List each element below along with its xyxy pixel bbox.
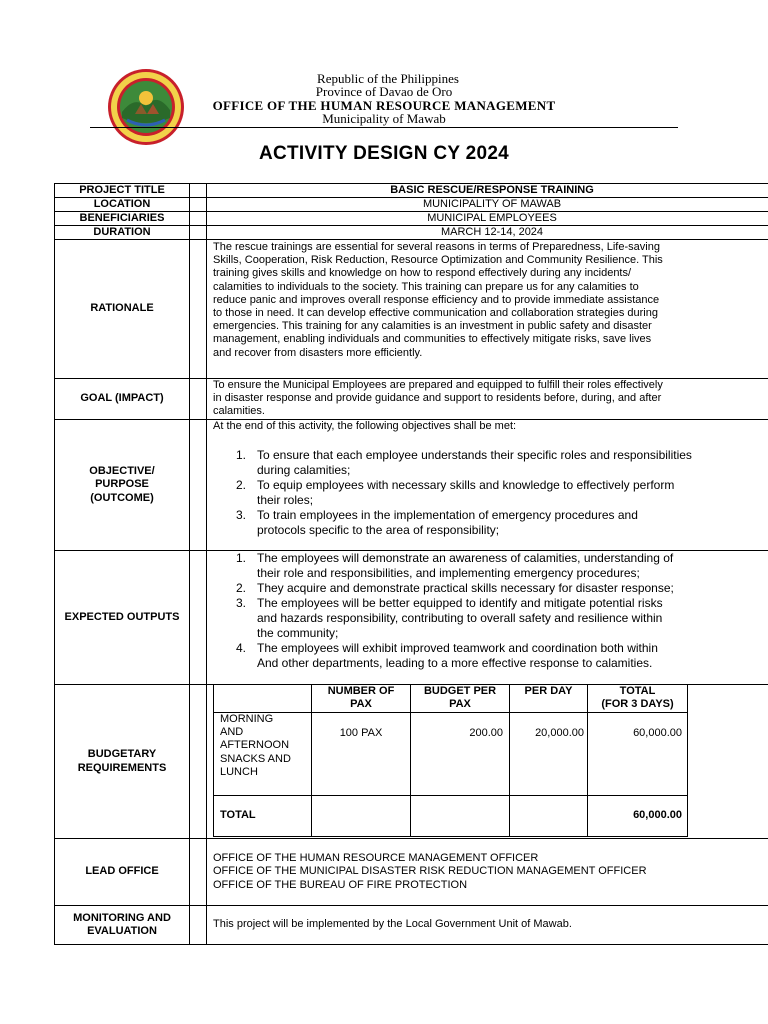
list-line: And other departments, leading to a more effective response to calamities. [257, 656, 653, 670]
header-divider [90, 127, 678, 128]
row-rationale [54, 239, 768, 379]
item-line: AFTERNOON [220, 739, 290, 752]
budget-item-name [220, 713, 310, 779]
objective-intro: At the end of this activity, the following objectives shall be met: [213, 420, 517, 432]
value-location: MUNICIPALITY OF MAWAB [422, 197, 562, 210]
table-border [213, 684, 214, 837]
row-project-title [54, 183, 768, 198]
list-item [213, 478, 768, 508]
header-municipality: Municipality of Mawab [322, 111, 446, 126]
budget-total-label: TOTAL [220, 809, 256, 821]
list-item [213, 641, 768, 671]
row-lead-office [54, 838, 768, 906]
item-line: AND [220, 726, 244, 739]
table-border [509, 684, 510, 837]
value-duration: MARCH 12-14, 2024 [440, 225, 544, 238]
list-item [213, 596, 768, 641]
label-monitoring [55, 906, 190, 944]
header-budget-per-pax [411, 685, 509, 711]
spacer-cell [189, 226, 207, 239]
spacer-cell [189, 420, 207, 550]
rationale-line: Skills, Cooperation, Risk Reduction, Resource Optimization and Community Resilience. This [213, 254, 663, 267]
spacer-cell [189, 240, 207, 378]
label-location: LOCATION [55, 198, 190, 211]
header-office: OFFICE OF THE HUMAN RESOURCE MANAGEMENT [212, 98, 556, 113]
label-monitoring-line: MONITORING AND [73, 911, 171, 924]
row-monitoring [54, 905, 768, 945]
list-number: 3. [236, 596, 247, 610]
spacer-cell [189, 212, 207, 225]
label-goal: GOAL (IMPACT) [55, 379, 190, 419]
list-item [213, 448, 768, 478]
list-line: during calamities; [257, 463, 351, 478]
label-budget [55, 685, 190, 838]
spacer-cell [189, 184, 207, 197]
value-goal [207, 379, 768, 419]
rationale-line: to those in need. It can develop effective communication and collaboration strategies during [213, 307, 658, 320]
header-republic: Republic of the Philippines [317, 71, 459, 86]
list-number: 2. [236, 581, 247, 595]
value-project-title: BASIC RESCUE/RESPONSE TRAINING [390, 183, 594, 196]
list-line: their role and responsibilities, and implementing emergency procedures; [257, 566, 640, 580]
list-line: The employees will be better equipped to identify and mitigate potential risks [257, 596, 663, 610]
value-lead-office [207, 839, 768, 905]
spacer-cell [189, 906, 207, 944]
list-line: and hazards responsibility, contributing to overall safety and resilience within [257, 611, 663, 625]
list-line: To equip employees with necessary skills and knowledge to effectively perform [257, 478, 675, 493]
header-line: TOTAL [619, 685, 656, 697]
goal-line: To ensure the Municipal Employees are prepared and equipped to fulfill their roles effectively [213, 379, 663, 391]
list-number: 1. [236, 448, 247, 463]
label-rationale: RATIONALE [55, 240, 190, 378]
rationale-line: reduce panic and improves overall response efficiency and to provide immediate assistance [213, 293, 660, 306]
list-line: The employees will demonstrate an awareness of calamities, understanding of [257, 551, 674, 565]
list-line: protocols specific to the area of responsibility; [257, 523, 500, 538]
label-budget-line: BUDGETARY [87, 748, 157, 761]
header-total [588, 685, 687, 711]
label-monitoring-line: EVALUATION [87, 925, 157, 937]
list-line: To ensure that each employee understands their specific roles and responsibilities [257, 448, 692, 463]
header-line: PAX [350, 698, 372, 711]
item-line: LUNCH [220, 765, 258, 778]
list-number: 1. [236, 551, 247, 565]
list-line: To train employees in the implementation of emergency procedures and [257, 508, 638, 523]
lead-office-line: OFFICE OF THE MUNICIPAL DISASTER RISK REDUCTION MANAGEMENT OFFICER [213, 865, 647, 878]
list-line: the community; [257, 626, 339, 640]
label-objective-line: PURPOSE [95, 478, 149, 491]
list-item [213, 508, 768, 538]
label-duration: DURATION [55, 226, 190, 239]
item-line: SNACKS AND [220, 752, 291, 765]
item-line: MORNING [220, 713, 274, 725]
spacer-cell [189, 551, 207, 684]
label-expected-outputs: EXPECTED OUTPUTS [55, 551, 190, 684]
spacer-cell [189, 198, 207, 211]
list-number: 2. [236, 478, 247, 493]
lead-office-line: OFFICE OF THE BUREAU OF FIRE PROTECTION [213, 878, 468, 891]
value-monitoring: This project will be implemented by the Local Government Unit of Mawab. [213, 918, 572, 931]
value-objective [207, 420, 768, 550]
lead-office-line: OFFICE OF THE HUMAN RESOURCE MANAGEMENT OFFICER [213, 852, 539, 865]
goal-line: calamities. [213, 405, 265, 418]
budget-table [213, 684, 688, 837]
row-expected-outputs [54, 550, 768, 685]
list-item [213, 581, 768, 596]
budget-item-total: 60,000.00 [633, 727, 682, 739]
header-number-of-pax [312, 685, 410, 711]
header-line: BUDGET PER [423, 685, 497, 697]
rationale-line: management, enabling individuals and communities to effectively mitigate risks, save lives [213, 333, 652, 346]
label-objective-line: (OUTCOME) [90, 491, 154, 504]
label-objective-line: OBJECTIVE/ [89, 465, 155, 478]
rationale-line: and recover from disasters more efficiently. [213, 346, 423, 359]
table-border [213, 795, 688, 796]
header-line: PAX [449, 698, 471, 711]
value-rationale [207, 240, 768, 378]
label-objective [55, 420, 190, 550]
table-border [213, 836, 688, 837]
header-line: (FOR 3 DAYS) [601, 698, 674, 711]
row-duration [54, 225, 768, 240]
row-goal [54, 378, 768, 420]
header-province: Province of Davao de Oro [315, 84, 453, 99]
header-per-day: PER DAY [524, 685, 573, 697]
row-beneficiaries [54, 211, 768, 226]
spacer-cell [189, 839, 207, 905]
rationale-line: The rescue trainings are essential for several reasons in terms of Preparedness, Life-saving [213, 241, 660, 253]
list-number: 3. [236, 508, 247, 523]
spacer-cell [189, 379, 207, 419]
rationale-line: training gives skills and knowledge on how to respond effectively during any incidents/ [213, 267, 632, 280]
budget-grand-total: 60,000.00 [633, 809, 682, 821]
expected-list [213, 551, 768, 671]
row-objective [54, 419, 768, 551]
label-beneficiaries: BENEFICIARIES [55, 212, 190, 225]
label-project-title: PROJECT TITLE [55, 184, 190, 197]
label-budget-line: REQUIREMENTS [77, 761, 167, 774]
budget-item-pax: 100 PAX [339, 727, 383, 739]
objective-list [213, 448, 768, 538]
budget-item-per-pax: 200.00 [469, 727, 503, 739]
rationale-line: calamities to individuals to the society. This training can prepare us for any calamities to [213, 280, 639, 293]
header-line: NUMBER OF [327, 685, 395, 697]
document-title: ACTIVITY DESIGN CY 2024 [258, 143, 510, 164]
rationale-line: emergencies. This training for any calamities is an investment in public safety and disaster [213, 320, 652, 333]
list-line: The employees will exhibit improved teamwork and coordination both within [257, 641, 658, 655]
spacer-cell [189, 685, 207, 838]
goal-line: in disaster response and provide guidance and support to residents before, during, and after [213, 392, 662, 405]
list-item [213, 551, 768, 581]
value-beneficiaries: MUNICIPAL EMPLOYEES [427, 211, 557, 224]
value-expected-outputs [207, 551, 768, 684]
list-line: their roles; [257, 493, 314, 508]
table-border [687, 684, 688, 837]
list-line: They acquire and demonstrate practical skills necessary for disaster response; [257, 581, 674, 595]
budget-item-per-day: 20,000.00 [535, 727, 584, 739]
label-lead-office: LEAD OFFICE [55, 839, 190, 905]
list-number: 4. [236, 641, 247, 655]
row-location [54, 197, 768, 212]
